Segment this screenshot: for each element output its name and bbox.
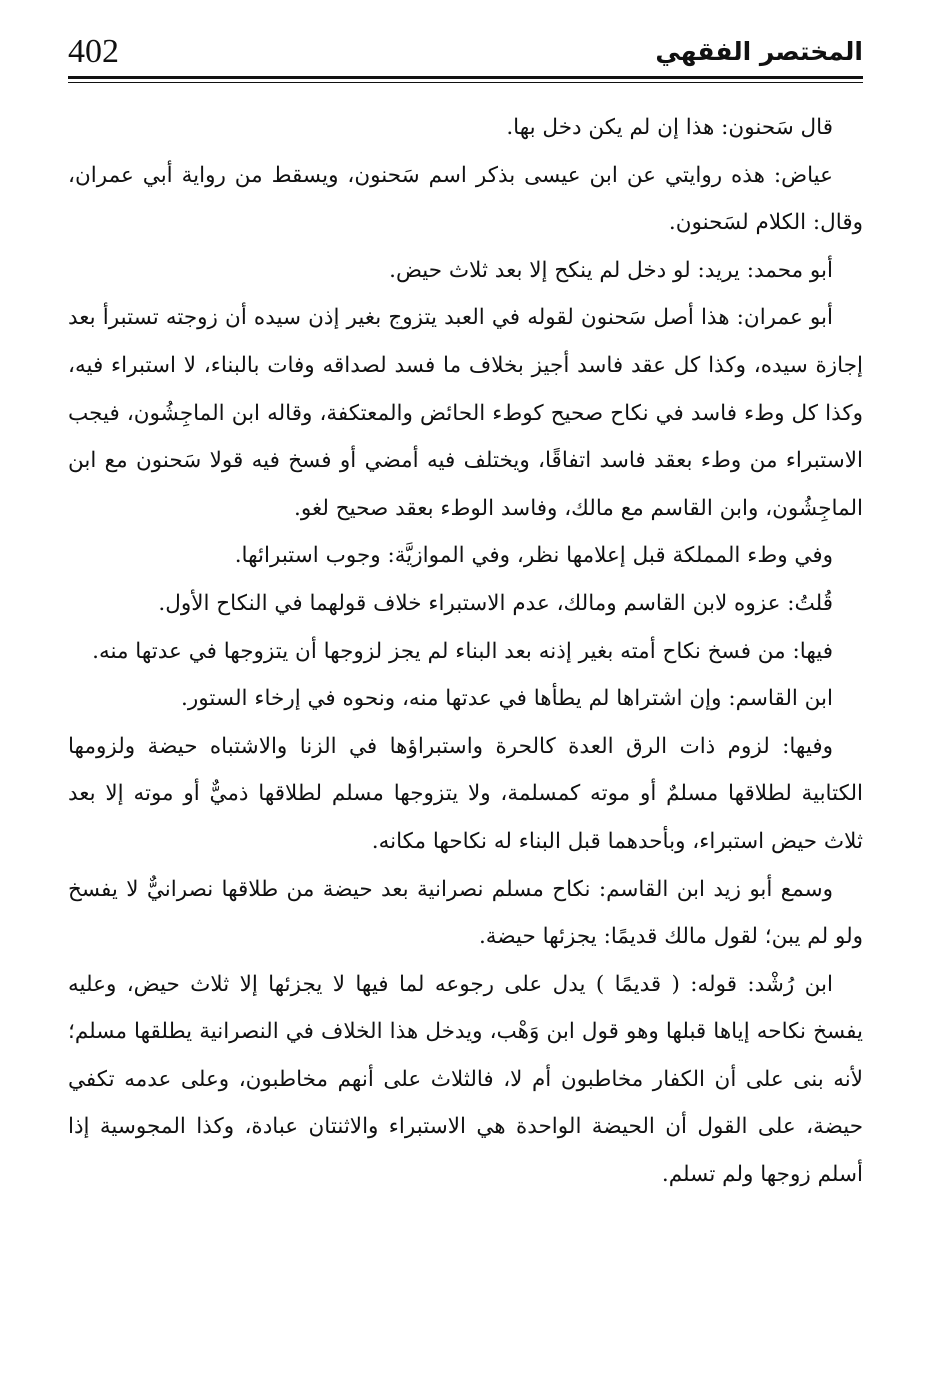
page-number: 402 [68,33,119,70]
paragraph: وفيها: لزوم ذات الرق العدة كالحرة واستبراؤها في الزنا والاشتباه حيضة ولزومها الكتابية لطلاقها مسلمٌ أو موته كمسلمة، ولا يتزوجها مسلم لطلاقها ذميٌّ أو موته إلا بعد ثلاث حيض استبراء، وبأحدهما قبل البناء له نكاحها مكانه. [68,733,863,854]
paragraph: أبو محمد: يريد: لو دخل لم ينكح إلا بعد ثلاث حيض. [389,257,833,283]
paragraph: قُلتُ: عزوه لابن القاسم ومالك، عدم الاستبراء خلاف قولهما في النكاح الأول. [158,590,833,616]
paragraph: فيها: من فسخ نكاح أمته بغير إذنه بعد البناء لم يجز لزوجها أن يتزوجها في عدتها منه. [92,638,833,664]
header-rule-thin [68,82,863,83]
page-body [68,104,863,1199]
paragraph: قال سَحنون: هذا إن لم يكن دخل بها. [506,115,833,140]
paragraph: أبو عمران: هذا أصل سَحنون لقوله في العبد يتزوج بغير إذن سيده أن زوجته تستبرأ بعد إجازة سيده، وكذا كل عقد فاسد أجيز بخلاف ما فسد لصداقه وفات بالبناء، لا استبراء فيه، وكذا كل وطء فاسد في نكاح صحيح كوطء الحائض والمعتكفة، وقاله ابن الماجِشُون، فيجب الاستبراء من وطء بعقد فاسد اتفاقًا، ويختلف فيه أمضي أو فسخ فيه قولا سَحنون مع ابن الماجِشُون، وابن القاسم مع مالك، وفاسد الوطء بعقد صحيح لغو. [68,305,863,521]
paragraph: عياض: هذه روايتي عن ابن عيسى بذكر اسم سَحنون، ويسقط من رواية أبي عمران، وقال: الكلام لسَحنون. [68,162,863,236]
paragraph: ابن رُشْد: قوله: ( قديمًا ) يدل على رجوعه لما فيها لا يجزئها إلا ثلاث حيض، وعليه يفسخ نكاحه إياها قبلها وهو قول ابن وَهْب، ويدخل هذا الخلاف في النصرانية يطلقها مسلم؛ لأنه بنى على أن الكفار مخاطبون أم لا، فالثلاث على أنهم مخاطبون، وعلى عدمه تكفي حيضة، على القول أن الحيضة الواحدة هي الاستبراء والاثنتان عبادة، وكذا المجوسية إذا أسلم زوجها ولم تسلم. [68,971,863,1188]
paragraph: وفي وطء المملكة قبل إعلامها نظر، وفي الموازيَّة: وجوب استبرائها. [234,543,833,569]
book-title: المختصر الفقهي [655,37,863,66]
header-rule [68,76,863,79]
paragraph: ابن القاسم: وإن اشتراها لم يطأها في عدتها منه، ونحوه في إرخاء الستور. [181,686,833,712]
page-header [68,30,863,74]
paragraph: وسمع أبو زيد ابن القاسم: نكاح مسلم نصرانية بعد حيضة من طلاقها نصرانيٌّ لا يفسخ ولو لم يبن؛ لقول مالك قديمًا: يجزئها حيضة. [68,876,863,950]
